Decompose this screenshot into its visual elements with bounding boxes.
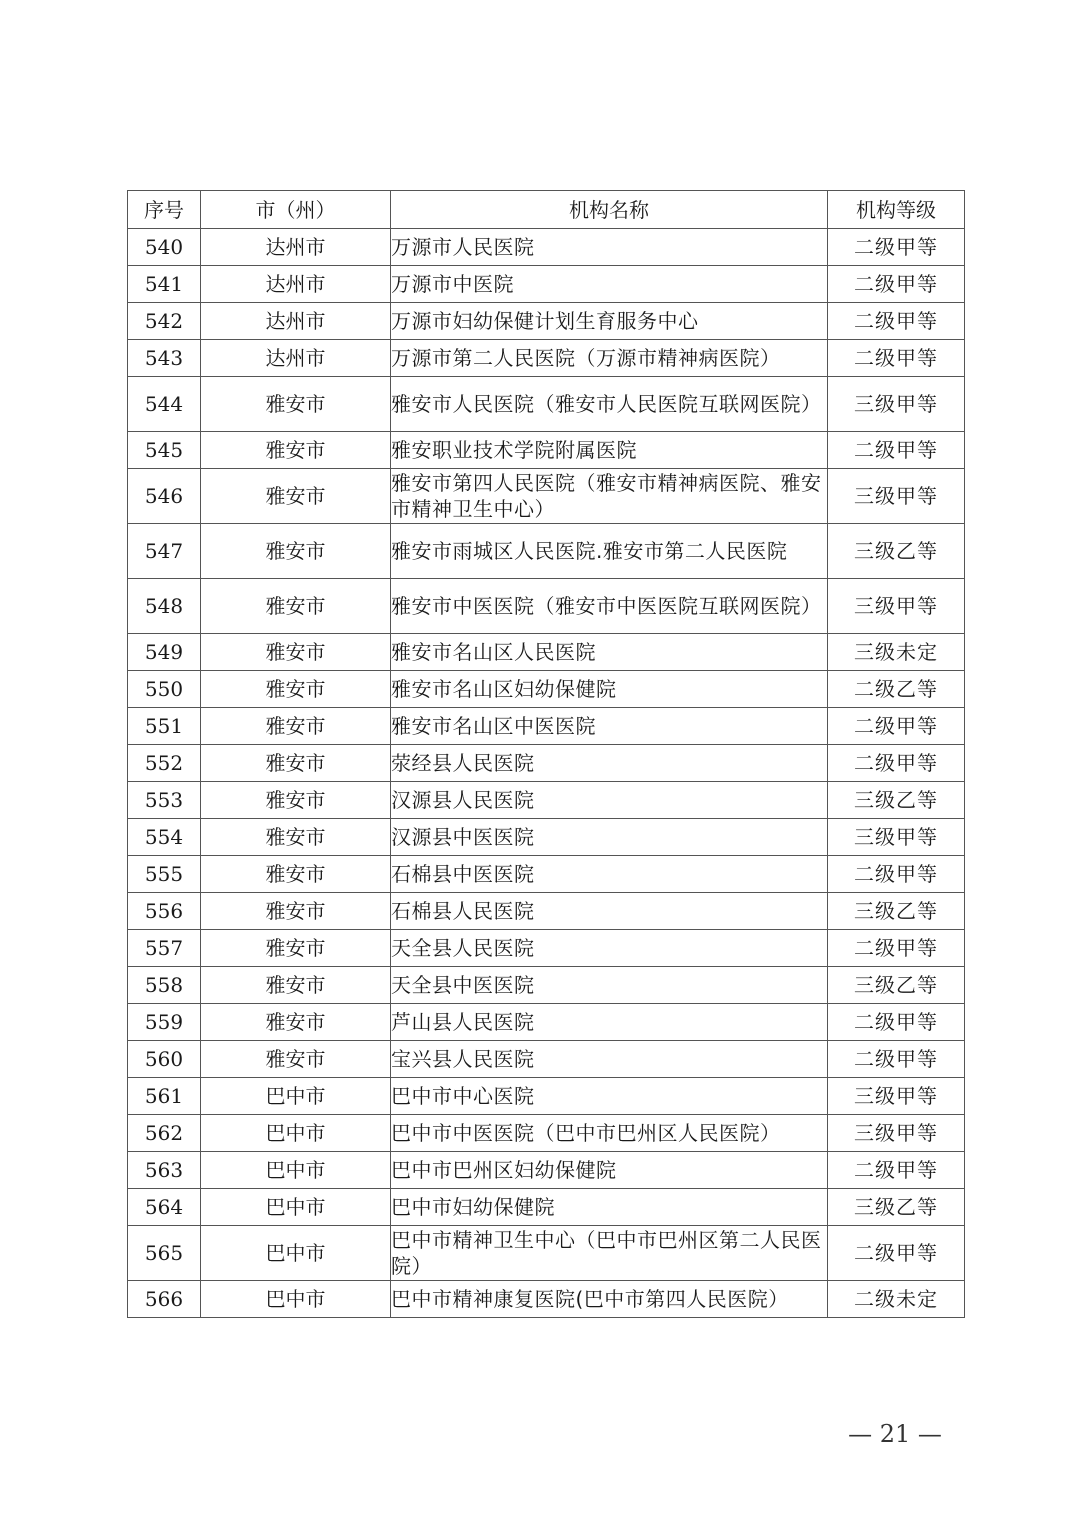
cell-city: 巴中市 xyxy=(201,1115,391,1152)
table-row xyxy=(128,1281,965,1318)
cell-city: 雅安市 xyxy=(201,432,391,469)
cell-grade: 二级甲等 xyxy=(828,1226,965,1281)
cell-institution-name: 雅安市名山区妇幼保健院 xyxy=(391,671,828,708)
cell-institution-name: 石棉县中医医院 xyxy=(391,856,828,893)
cell-institution-name: 雅安市人民医院（雅安市人民医院互联网医院） xyxy=(391,377,828,432)
table-row xyxy=(128,524,965,579)
cell-institution-name: 汉源县人民医院 xyxy=(391,782,828,819)
cell-institution-name: 雅安职业技术学院附属医院 xyxy=(391,432,828,469)
cell-no: 555 xyxy=(128,856,201,893)
cell-institution-name: 巴中市妇幼保健院 xyxy=(391,1189,828,1226)
cell-grade: 二级甲等 xyxy=(828,432,965,469)
cell-city: 雅安市 xyxy=(201,967,391,1004)
cell-no: 549 xyxy=(128,634,201,671)
cell-institution-name: 万源市人民医院 xyxy=(391,229,828,266)
cell-institution-name: 巴中市精神康复医院(巴中市第四人民医院） xyxy=(391,1281,828,1318)
cell-city: 达州市 xyxy=(201,340,391,377)
table-row xyxy=(128,303,965,340)
cell-no: 561 xyxy=(128,1078,201,1115)
cell-city: 雅安市 xyxy=(201,930,391,967)
table-row xyxy=(128,340,965,377)
cell-grade: 二级甲等 xyxy=(828,930,965,967)
cell-institution-name: 巴中市中医医院（巴中市巴州区人民医院） xyxy=(391,1115,828,1152)
cell-no: 562 xyxy=(128,1115,201,1152)
cell-no: 563 xyxy=(128,1152,201,1189)
cell-institution-name: 汉源县中医医院 xyxy=(391,819,828,856)
cell-institution-name: 芦山县人民医院 xyxy=(391,1004,828,1041)
table-row xyxy=(128,671,965,708)
cell-institution-name: 雅安市名山区中医医院 xyxy=(391,708,828,745)
cell-institution-name: 雅安市名山区人民医院 xyxy=(391,634,828,671)
cell-grade: 三级甲等 xyxy=(828,1078,965,1115)
cell-grade: 三级甲等 xyxy=(828,819,965,856)
cell-city: 巴中市 xyxy=(201,1078,391,1115)
cell-city: 雅安市 xyxy=(201,579,391,634)
cell-city: 雅安市 xyxy=(201,377,391,432)
cell-city: 巴中市 xyxy=(201,1226,391,1281)
hospital-table xyxy=(127,190,965,1318)
cell-grade: 三级乙等 xyxy=(828,782,965,819)
table-row xyxy=(128,1115,965,1152)
cell-city: 雅安市 xyxy=(201,524,391,579)
cell-grade: 三级乙等 xyxy=(828,1189,965,1226)
cell-city: 达州市 xyxy=(201,266,391,303)
cell-no: 564 xyxy=(128,1189,201,1226)
cell-no: 557 xyxy=(128,930,201,967)
cell-grade: 二级甲等 xyxy=(828,1041,965,1078)
cell-no: 558 xyxy=(128,967,201,1004)
cell-institution-name: 天全县人民医院 xyxy=(391,930,828,967)
cell-city: 巴中市 xyxy=(201,1189,391,1226)
cell-grade: 二级甲等 xyxy=(828,1152,965,1189)
header-no: 序号 xyxy=(128,191,201,229)
cell-no: 546 xyxy=(128,469,201,524)
table-row xyxy=(128,1041,965,1078)
cell-city: 雅安市 xyxy=(201,1004,391,1041)
cell-institution-name: 万源市第二人民医院（万源市精神病医院） xyxy=(391,340,828,377)
table-header-row xyxy=(128,191,965,229)
cell-grade: 二级甲等 xyxy=(828,266,965,303)
cell-grade: 三级乙等 xyxy=(828,967,965,1004)
cell-institution-name: 宝兴县人民医院 xyxy=(391,1041,828,1078)
cell-city: 巴中市 xyxy=(201,1152,391,1189)
cell-grade: 三级甲等 xyxy=(828,469,965,524)
cell-institution-name: 巴中市精神卫生中心（巴中市巴州区第二人民医院） xyxy=(391,1226,828,1281)
cell-city: 巴中市 xyxy=(201,1281,391,1318)
page-number: — 21 — xyxy=(848,1420,942,1448)
table-row xyxy=(128,1004,965,1041)
cell-no: 540 xyxy=(128,229,201,266)
cell-city: 雅安市 xyxy=(201,782,391,819)
cell-grade: 三级未定 xyxy=(828,634,965,671)
cell-institution-name: 万源市妇幼保健计划生育服务中心 xyxy=(391,303,828,340)
table-row xyxy=(128,1226,965,1281)
header-grade: 机构等级 xyxy=(828,191,965,229)
cell-institution-name: 巴中市巴州区妇幼保健院 xyxy=(391,1152,828,1189)
cell-no: 559 xyxy=(128,1004,201,1041)
cell-no: 566 xyxy=(128,1281,201,1318)
cell-grade: 二级乙等 xyxy=(828,671,965,708)
cell-grade: 三级乙等 xyxy=(828,893,965,930)
cell-institution-name: 天全县中医医院 xyxy=(391,967,828,1004)
table-row xyxy=(128,229,965,266)
table-body xyxy=(128,229,965,1318)
cell-city: 达州市 xyxy=(201,229,391,266)
cell-institution-name: 石棉县人民医院 xyxy=(391,893,828,930)
cell-grade: 二级甲等 xyxy=(828,340,965,377)
cell-no: 550 xyxy=(128,671,201,708)
table-row xyxy=(128,1078,965,1115)
cell-grade: 三级甲等 xyxy=(828,1115,965,1152)
cell-city: 雅安市 xyxy=(201,708,391,745)
cell-no: 543 xyxy=(128,340,201,377)
cell-city: 雅安市 xyxy=(201,634,391,671)
table-row xyxy=(128,266,965,303)
cell-institution-name: 雅安市第四人民医院（雅安市精神病医院、雅安市精神卫生中心） xyxy=(391,469,828,524)
cell-no: 545 xyxy=(128,432,201,469)
table-row xyxy=(128,432,965,469)
table-row xyxy=(128,634,965,671)
table-row xyxy=(128,893,965,930)
cell-institution-name: 雅安市中医医院（雅安市中医医院互联网医院） xyxy=(391,579,828,634)
table-row xyxy=(128,1189,965,1226)
table-row xyxy=(128,819,965,856)
cell-city: 雅安市 xyxy=(201,1041,391,1078)
table-row xyxy=(128,856,965,893)
cell-city: 雅安市 xyxy=(201,893,391,930)
header-city: 市（州） xyxy=(201,191,391,229)
cell-city: 雅安市 xyxy=(201,856,391,893)
cell-no: 565 xyxy=(128,1226,201,1281)
cell-no: 542 xyxy=(128,303,201,340)
table-row xyxy=(128,469,965,524)
cell-grade: 三级乙等 xyxy=(828,524,965,579)
cell-institution-name: 巴中市中心医院 xyxy=(391,1078,828,1115)
table-row xyxy=(128,967,965,1004)
table-row xyxy=(128,745,965,782)
cell-grade: 二级甲等 xyxy=(828,229,965,266)
cell-no: 548 xyxy=(128,579,201,634)
header-name: 机构名称 xyxy=(391,191,828,229)
cell-city: 雅安市 xyxy=(201,671,391,708)
table-row xyxy=(128,579,965,634)
cell-no: 544 xyxy=(128,377,201,432)
cell-no: 553 xyxy=(128,782,201,819)
table-row xyxy=(128,377,965,432)
cell-grade: 三级甲等 xyxy=(828,377,965,432)
table-row xyxy=(128,1152,965,1189)
cell-grade: 二级甲等 xyxy=(828,856,965,893)
cell-grade: 二级甲等 xyxy=(828,1004,965,1041)
cell-no: 556 xyxy=(128,893,201,930)
cell-city: 雅安市 xyxy=(201,469,391,524)
cell-city: 达州市 xyxy=(201,303,391,340)
cell-grade: 二级甲等 xyxy=(828,303,965,340)
cell-no: 547 xyxy=(128,524,201,579)
cell-institution-name: 荥经县人民医院 xyxy=(391,745,828,782)
cell-institution-name: 雅安市雨城区人民医院.雅安市第二人民医院 xyxy=(391,524,828,579)
cell-grade: 三级甲等 xyxy=(828,579,965,634)
cell-city: 雅安市 xyxy=(201,745,391,782)
table-row xyxy=(128,782,965,819)
cell-no: 541 xyxy=(128,266,201,303)
cell-no: 554 xyxy=(128,819,201,856)
table-row xyxy=(128,930,965,967)
cell-grade: 二级甲等 xyxy=(828,745,965,782)
cell-grade: 二级甲等 xyxy=(828,708,965,745)
cell-no: 552 xyxy=(128,745,201,782)
cell-grade: 二级未定 xyxy=(828,1281,965,1318)
cell-institution-name: 万源市中医院 xyxy=(391,266,828,303)
cell-no: 551 xyxy=(128,708,201,745)
cell-no: 560 xyxy=(128,1041,201,1078)
cell-city: 雅安市 xyxy=(201,819,391,856)
table-row xyxy=(128,708,965,745)
